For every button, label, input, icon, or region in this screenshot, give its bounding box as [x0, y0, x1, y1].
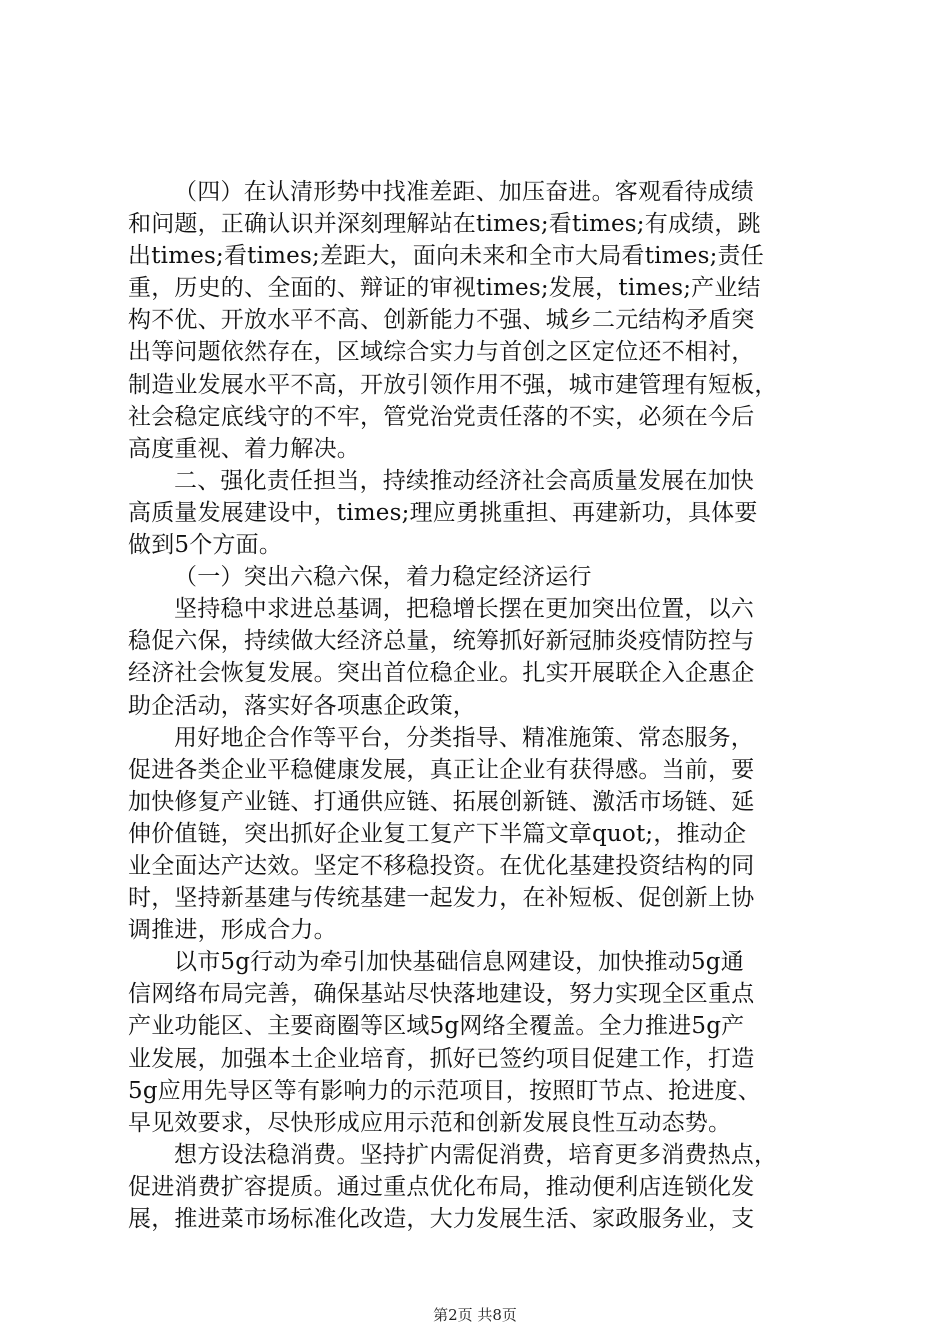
text-line: 构不优、开放水平不高、创新能力不强、城乡二元结构矛盾突	[128, 307, 755, 334]
text-line: 时，坚持新基建与传统基建一起发力，在补短板、促创新上协	[128, 885, 755, 912]
text-line: 业全面达产达效。坚定不移稳投资。在优化基建投资结构的同	[128, 852, 755, 879]
text-line: 制造业发展水平不高，开放引领作用不强，城市建管理有短板，	[128, 371, 778, 398]
text-line: 产业功能区、主要商圈等区域5g网络全覆盖。全力推进5g产	[128, 1013, 745, 1040]
text-line: 想方设法稳消费。坚持扩内需促消费，培育更多消费热点，	[174, 1141, 778, 1168]
text-line: 和问题，正确认识并深刻理解站在times;看times;有成绩，跳	[128, 211, 761, 238]
text-line: （一）突出六稳六保，着力稳定经济运行	[174, 564, 592, 591]
text-line: 伸价值链，突出抓好企业复工复产下半篇文章quot;，推动企	[128, 820, 747, 847]
text-line: 重，历史的、全面的、辩证的审视times;发展，times;产业结	[128, 275, 761, 302]
text-line: 用好地企合作等平台，分类指导、精准施策、常态服务，	[174, 724, 754, 751]
text-line: 二、强化责任担当，持续推动经济社会高质量发展在加快	[174, 467, 754, 494]
text-line: 以市5g行动为牵引加快基础信息网建设，加快推动5g通	[174, 949, 744, 976]
text-line: 高质量发展建设中，times;理应勇挑重担、再建新功，具体要	[128, 499, 758, 526]
text-line: 信网络布局完善，确保基站尽快落地建设，努力实现全区重点	[128, 981, 755, 1008]
text-line: （四）在认清形势中找准差距、加压奋进。客观看待成绩	[174, 179, 754, 205]
text-line: 出times;看times;差距大，面向未来和全市大局看times;责任	[128, 243, 764, 270]
text-line: 助企活动，落实好各项惠企政策，	[128, 692, 476, 719]
text-line: 促进消费扩容提质。通过重点优化布局，推动便利店连锁化发	[128, 1173, 755, 1200]
text-line: 业发展，加强本土企业培育，抓好已签约项目促建工作，打造	[128, 1045, 755, 1072]
text-line: 5g应用先导区等有影响力的示范项目，按照盯节点、抢进度、	[128, 1077, 761, 1104]
text-line: 出等问题依然存在，区域综合实力与首创之区定位还不相衬，	[128, 339, 755, 366]
text-line: 做到5个方面。	[128, 532, 283, 559]
text-line: 稳促六保，持续做大经济总量，统筹抓好新冠肺炎疫情防控与	[128, 628, 755, 655]
text-line: 促进各类企业平稳健康发展，真正让企业有获得感。当前，要	[128, 756, 755, 783]
text-line: 社会稳定底线守的不牢，管党治党责任落的不实，必须在今后	[128, 403, 755, 430]
page-footer: 第2页 共8页	[433, 1306, 517, 1324]
document-body	[128, 176, 833, 1235]
text-line: 展，推进菜市场标准化改造，大力发展生活、家政服务业，支	[128, 1206, 755, 1232]
text-line: 加快修复产业链、打通供应链、拓展创新链、激活市场链、延	[128, 788, 755, 815]
text-line: 坚持稳中求进总基调，把稳增长摆在更加突出位置，以六	[174, 596, 754, 623]
text-line: 经济社会恢复发展。突出首位稳企业。扎实开展联企入企惠企	[128, 660, 755, 687]
text-line: 早见效要求，尽快形成应用示范和创新发展良性互动态势。	[128, 1109, 732, 1136]
text-line: 调推进，形成合力。	[128, 917, 337, 944]
text-line: 高度重视、着力解决。	[128, 435, 360, 462]
